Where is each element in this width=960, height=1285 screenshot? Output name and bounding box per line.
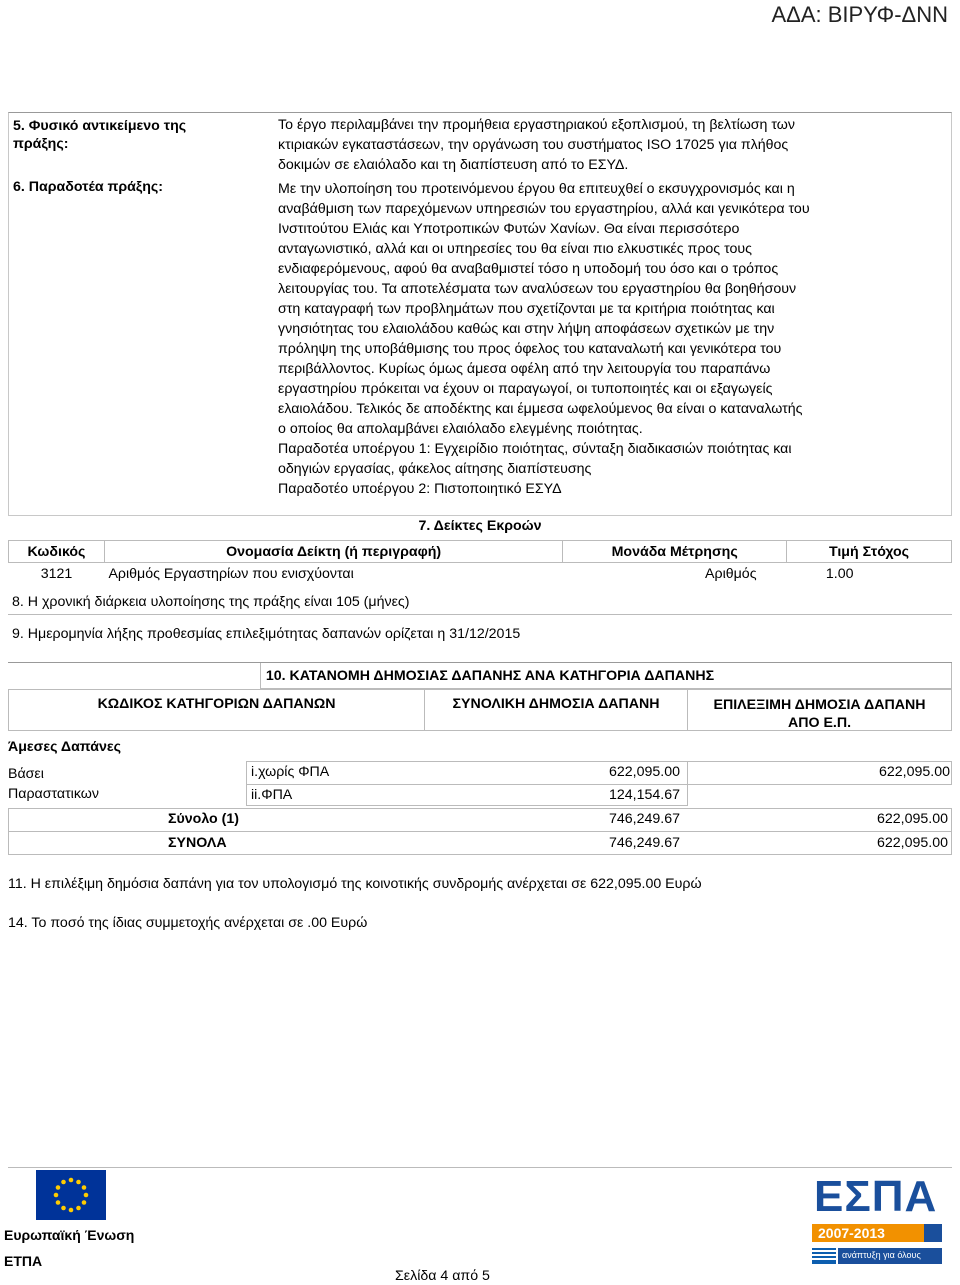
espa-logo xyxy=(808,1174,948,1282)
s8-duration: 8. Η χρονική διάρκεια υλοποίησης της πράξης είναι 105 (μήνες) xyxy=(12,594,410,610)
s6-line: Παραδοτέα υποέργου 1: Εγχειρίδιο ποιότητας, σύνταξη διαδικασιών ποιότητας και xyxy=(278,441,792,457)
s5-line: κτιριακών εγκαταστάσεων, την οργάνωση του συστήματος ISO 17025 για πλήθος xyxy=(278,137,789,153)
sum-total: 746,249.67 xyxy=(608,811,680,827)
s6-line: ενδιαφερόμενους, αφού θα αναβαθμιστεί τόσο η υποδομή του όσο και ο τρόπος xyxy=(278,261,779,277)
col-target: Τιμή Στόχος xyxy=(787,541,952,563)
s6-line: ο οποίος θα απολαμβάνει ελαιόλαδο ελεγμένης ποιότητας. xyxy=(278,421,643,437)
page-number: Σελίδα 4 από 5 xyxy=(395,1268,490,1284)
s6-text xyxy=(278,179,948,499)
s6-line: περιβάλλοντος. Κυρίως όμως άμεσα οφέλη από την λειτουργία του παραπάνω xyxy=(278,361,771,377)
table-row xyxy=(9,563,952,585)
indicator-code: 3121 xyxy=(40,565,73,582)
s6-line: ανταγωνιστικό, αλλά και οι υπηρεσίες του θα είναι πιο ελκυστικές προς τους xyxy=(278,241,752,257)
col-name: Ονομασία Δείκτη (ή περιγραφή) xyxy=(104,541,562,563)
s6-line: λειτουργίας του. Τα αποτελέσματα των αναλύσεων του εργαστηρίου θα βοηθήσουν xyxy=(278,281,797,297)
s9-deadline: 9. Ημερομηνία λήξης προθεσμίας επιλεξιμότητας δαπανών ορίζεται η 31/12/2015 xyxy=(12,626,521,642)
direct-expenses: Άμεσες Δαπάνες xyxy=(8,739,122,755)
s6-label: 6. Παραδοτέα πράξης: xyxy=(13,179,163,195)
s6-line: ελαιολάδου. Τελικός δε αποδέκτης και έμμεσα ωφελούμενος θα είναι ο καταναλωτής xyxy=(278,401,803,417)
s14-own-contribution: 14. Το ποσό της ίδιας συμμετοχής ανέρχεται σε .00 Ευρώ xyxy=(8,915,368,931)
r1-label: i.χωρίς ΦΠΑ xyxy=(251,764,330,780)
eu-label: Ευρωπαϊκή Ένωση ΕΤΠΑ xyxy=(4,1227,135,1269)
indicators-table xyxy=(8,540,952,585)
s5-line: Το έργο περιλαμβάνει την προμήθεια εργαστηριακού εξοπλισμού, τη βελτίωση των xyxy=(278,117,795,133)
s5-text xyxy=(278,115,948,175)
s5-label: 5. Φυσικό αντικείμενο της πράξης: xyxy=(13,118,187,152)
eu-flag-icon xyxy=(36,1170,106,1220)
s6-line: στη καταγραφή των προβλημάτων που σχετίζονται με τα κριτήρια ποιότητας και xyxy=(278,301,775,317)
grand-total: 746,249.67 xyxy=(608,835,680,851)
basis-label: Βάσει Παραστατικων xyxy=(8,766,99,802)
s6-line: Παραδοτέο υποέργου 2: Πιστοποιητικό ΕΣΥΔ xyxy=(278,481,562,497)
h-total: ΣΥΝΟΛΙΚΗ ΔΗΜΟΣΙΑ ΔΑΠΑΝΗ xyxy=(452,696,660,712)
s6-line: γνησιότητας του ελαιολάδου καθώς και στην λήψη αποφάσεων σχετικών με την xyxy=(278,321,775,337)
r2-label: ii.ΦΠΑ xyxy=(251,787,293,803)
expense-allocation-table xyxy=(8,662,952,860)
s6-line: οδηγιών εργασίας, φάκελος αίτησης διαπίστευσης xyxy=(278,461,592,477)
sum-label: Σύνολο (1) xyxy=(168,811,239,827)
espa-tagline: ανάπτυξη για όλους xyxy=(842,1250,921,1260)
ada-identifier: ΑΔΑ: ΒΙΡΥΦ-ΔΝΝ xyxy=(771,2,948,27)
espa-years: 2007-2013 xyxy=(818,1225,885,1241)
s10-title: 10. ΚΑΤΑΝΟΜΗ ΔΗΜΟΣΙΑΣ ΔΑΠΑΝΗΣ ΑΝΑ ΚΑΤΗΓΟΡΙΑ ΔΑΠΑΝΗΣ xyxy=(265,668,715,684)
r1-total: 622,095.00 xyxy=(608,764,680,780)
project-description-box xyxy=(8,112,952,516)
grand-label: ΣΥΝΟΛΑ xyxy=(168,835,227,851)
h-code: ΚΩΔΙΚΟΣ ΚΑΤΗΓΟΡΙΩΝ ΔΑΠΑΝΩΝ xyxy=(97,696,336,712)
h-elig: ΕΠΙΛΕΞΙΜΗ ΔΗΜΟΣΙΑ ΔΑΠΑΝΗ ΑΠΟ Ε.Π. xyxy=(713,697,926,731)
s6-line: Ινστιτούτου Ελιάς και Υποτροπικών Φυτών Χανίων. Θα είναι περισσότερο xyxy=(278,221,740,237)
col-unit: Μονάδα Μέτρησης xyxy=(563,541,787,563)
espa-word: ΕΣΠΑ xyxy=(814,1172,938,1221)
indicator-name: Αριθμός Εργαστηρίων που ενισχύονται xyxy=(108,565,354,582)
r1-elig: 622,095.00 xyxy=(878,764,950,780)
indicator-target: 1.00 xyxy=(825,565,854,582)
indicators-header-row xyxy=(9,541,952,563)
s11-eligible: 11. Η επιλέξιμη δημόσια δαπάνη για τον υπολογισμό της κοινοτικής συνδρομής ανέρχεται σε 622,095.00 Ευρώ xyxy=(8,876,702,892)
s6-line: πρόληψη της υποβάθμισης του προς όφελος του καταναλωτή και γενικότερα του xyxy=(278,341,782,357)
r2-total: 124,154.67 xyxy=(608,787,680,803)
footer-divider xyxy=(8,1167,952,1168)
grand-elig: 622,095.00 xyxy=(876,835,948,851)
indicator-unit: Αριθμός xyxy=(705,565,757,582)
s5-line: δοκιμών σε ελαιόλαδο και τη διαπίστευση από το ΕΣΥΔ. xyxy=(278,157,629,173)
s6-line: εργαστηρίου πρόκειται να έχουν οι παραγωγοί, οι τυποποιητές και οι εξαγωγείς xyxy=(278,381,773,397)
s6-line: Με την υλοποίηση του προτεινόμενου έργου θα επιτευχθεί ο εκσυγχρονισμός και η xyxy=(278,181,795,197)
col-code: Κωδικός xyxy=(9,541,105,563)
s7-title: 7. Δείκτες Εκροών xyxy=(418,518,542,534)
s6-line: αναβάθμιση των παρεχόμενων υπηρεσιών του εργαστηρίου, αλλά και γενικότερα του xyxy=(278,201,810,217)
sum-elig: 622,095.00 xyxy=(876,811,948,827)
divider xyxy=(8,614,952,615)
